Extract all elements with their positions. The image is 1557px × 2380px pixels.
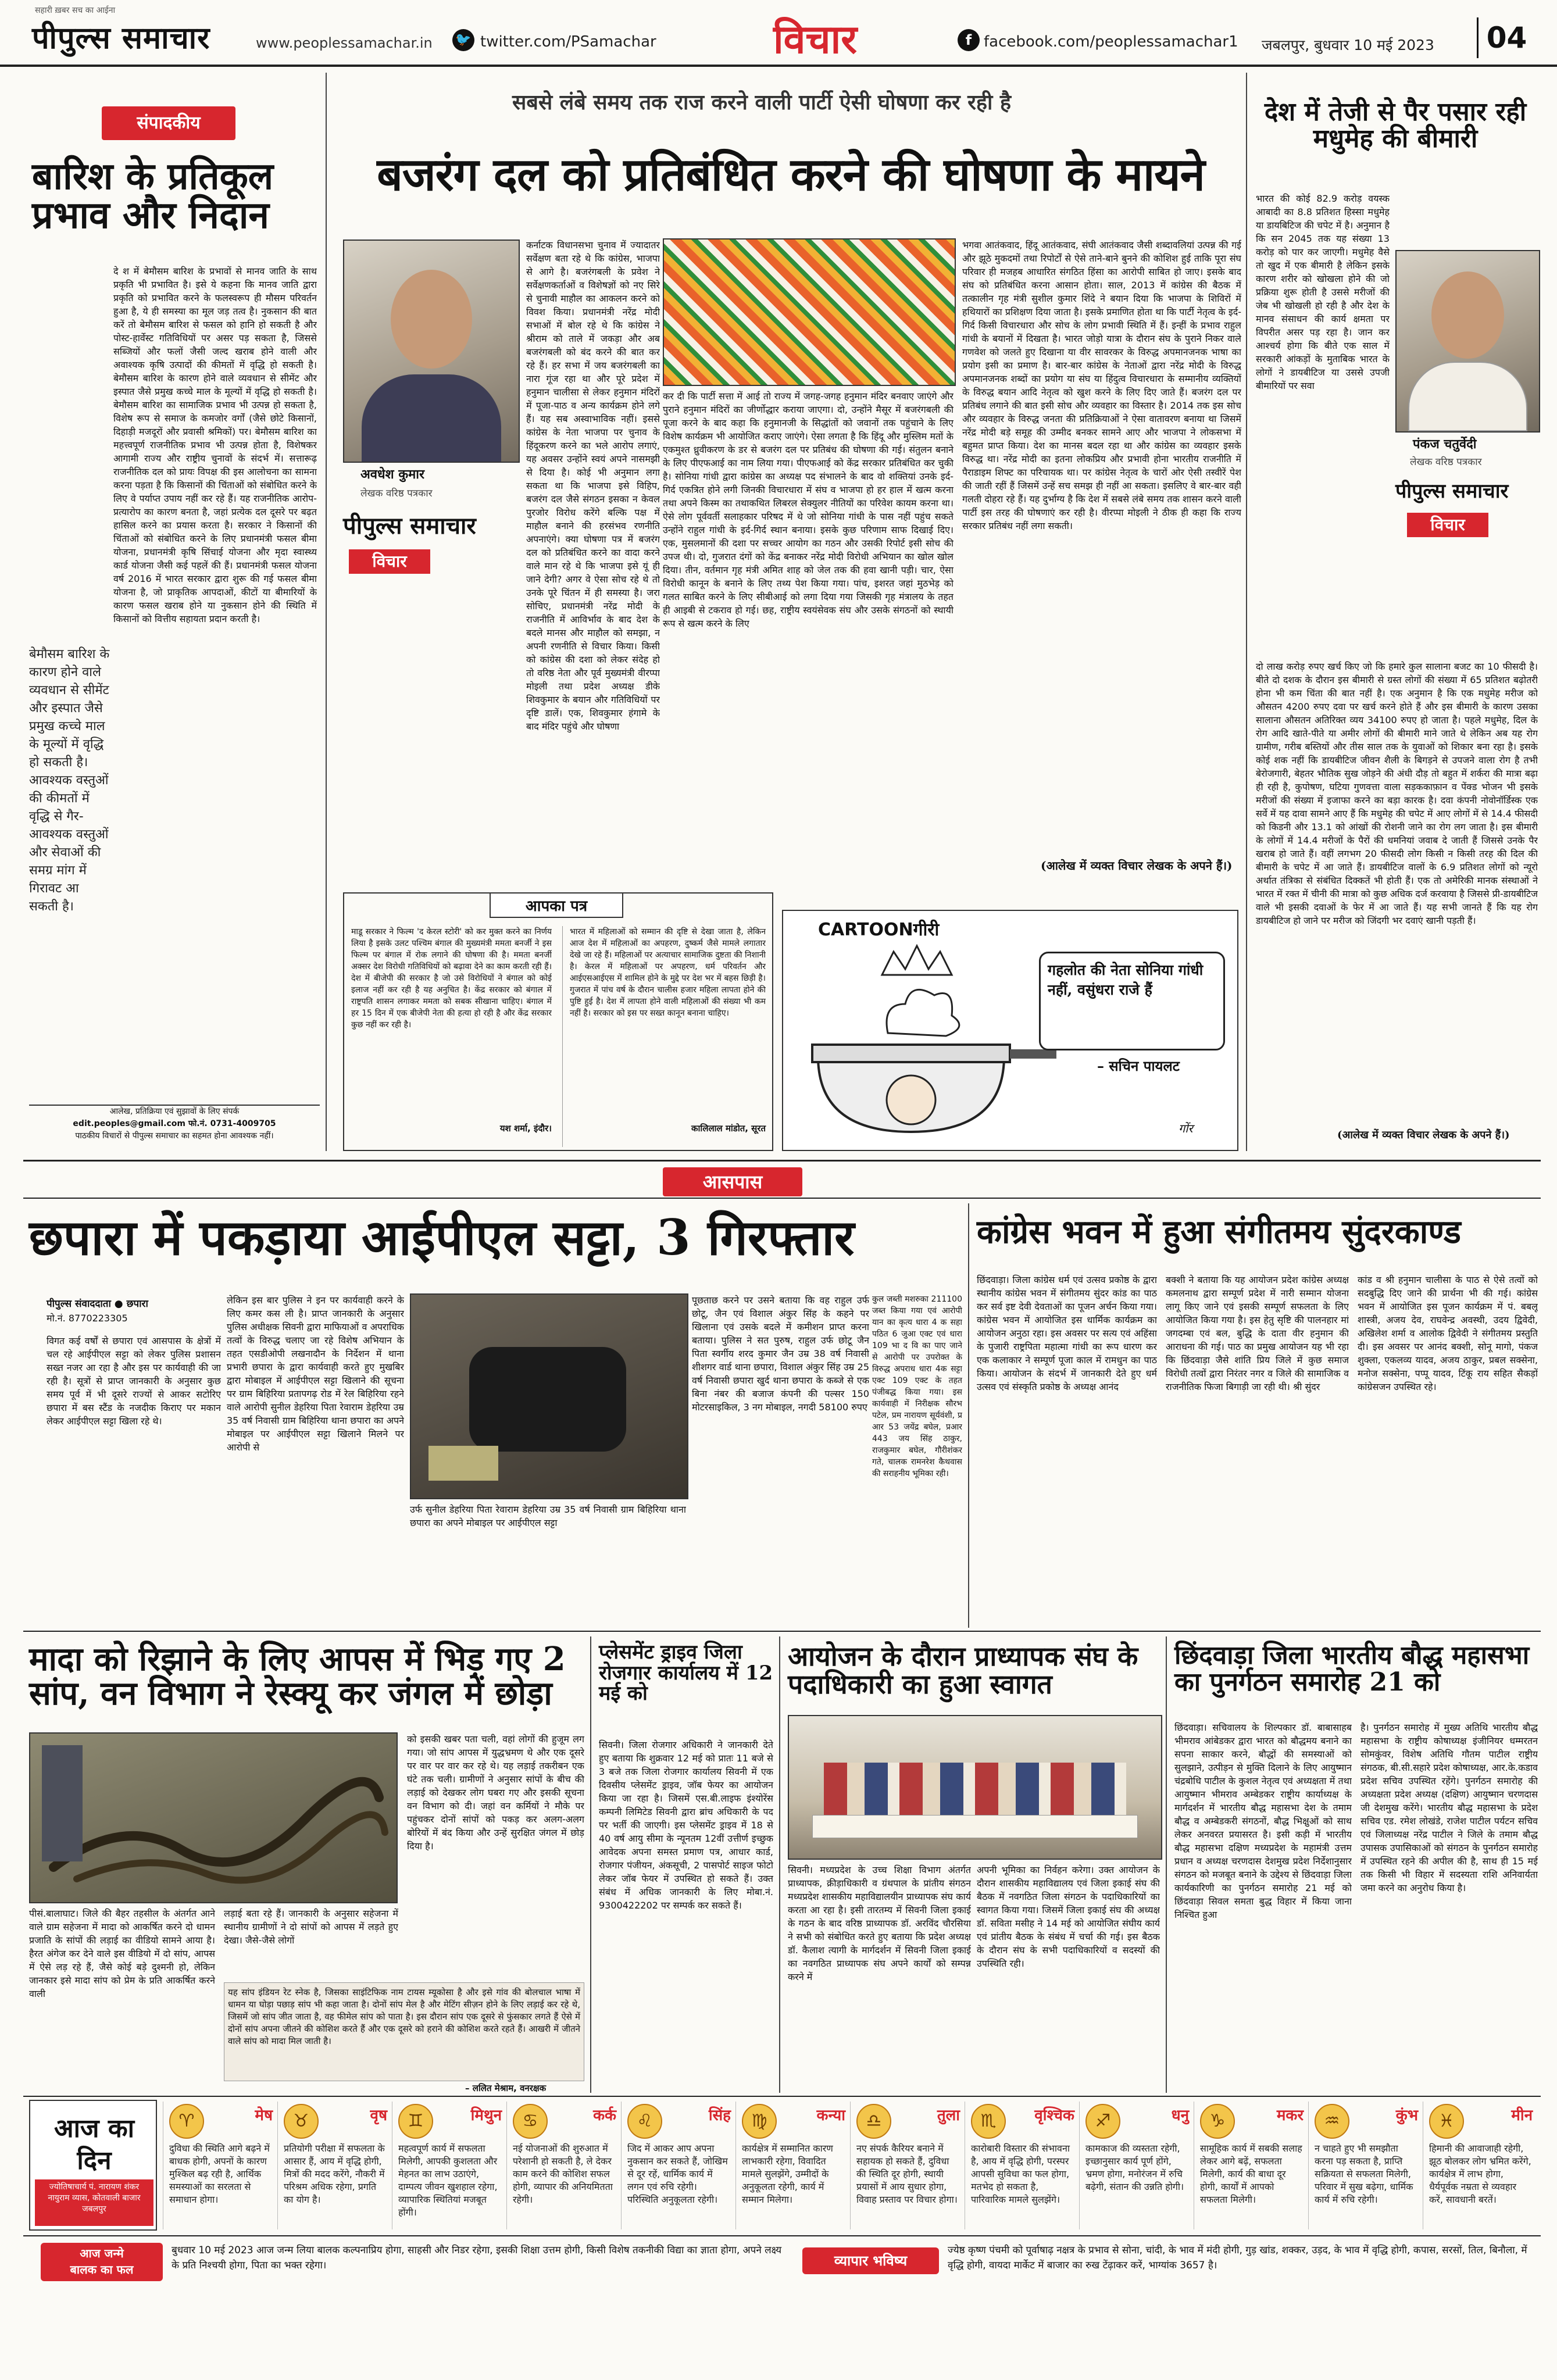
rashifal-title-line-2: दिन bbox=[77, 2146, 112, 2175]
business-text: ज्येष्ठ कृष्ण पंचमी को पूर्वाषाढ़ नक्षत्र के प्रभाव से सोना, चांदी, के भाव में मंदी होगी, गुड़ खांड, शक्कर, उड़द, के भाव में वृद्धि होगी, कपास, सरसों, तिल, बिनौला, में वृद्धि होगी, वायदा मार्केट में बाजार का रुख टेंढ़ाकर करें, भाग्यांक 3657 है। bbox=[948, 2245, 1527, 2271]
editorial-pull-quote: बेमौसम बारिश के कारण होने वाले व्यवधान से सीमेंट और इस्पात जैसे प्रमुख कच्चे माल के मूल्यों में वृद्धि हो सकती है। आवश्यक वस्तुओं की कीमतों में वृद्धि से गैर-आवश्यक वस्तुओं और सेवाओं की समग्र मांग में गिरावट आ सकती है। bbox=[29, 647, 110, 914]
sundarkand-col-3: कांड व श्री हनुमान चालीसा के पाठ से ऐसे तत्वों को सदबुद्धि दिए जाने की प्रार्थना भी की गई। कांग्रेस भवन में आयोजित इस पूजन कार्यक्रम में पं. बबलू शास्त्री, अजय देव, राघवेन्द्र अवस्थी, उदय द्विवेदी, अखिलेश शर्मा व आलोक द्विवेदी ने संगीतमय प्रस्तुति दी। इस अवसर पर आनंद बक्शी, सोनू मागो, पंकज शुक्ला, एकलव्य यादव, अजय ठाकुर, प्रबल सक्सेना, मनोज सक्सेना, पप्पू यादव, टिंकू राय सहित सैकड़ों कांग्रेसजन उपस्थित रहे। bbox=[1358, 1274, 1538, 1392]
diabetes-brand: पीपुल्स समाचार bbox=[1395, 480, 1509, 503]
rashi-text: महत्वपूर्ण कार्य में सफलता मिलेगी, आपकी कुशलता और मेहनत का लाभ उठाएंगे, दाम्पत्य जीवन खुशहाल रहेगा, व्यापारिक स्थितियां मजबूत होंगी। bbox=[398, 2143, 498, 2218]
twitter-icon: 🐦 bbox=[452, 29, 474, 51]
column-divider bbox=[590, 1636, 591, 2093]
person-silhouette bbox=[42, 1745, 83, 1861]
rashi-text: नए संपर्क कैरियर बनाने में सहायक हो सकते हैं, दुविधा की स्थिति दूर होगी, स्थायी प्रयासों में आय सुधार होगा, विवाह प्रस्ताव पर विचार होगा। bbox=[856, 2143, 958, 2205]
sundarkand-col-2: बक्शी ने बताया कि यह आयोजन प्रदेश कांग्रेस अध्यक्ष कमलनाथ द्वारा सम्पूर्ण प्रदेश में नारी सम्मान योजना लागू किए जाने एवं इसकी सम्पूर्ण सफलता के लिए आयोजित किया गया है। इस हेतु सृष्टि की पालनहार मां जगदम्बा एवं बल, बुद्धि के दाता वीर हनुमान की आराधना की गई। पाठ का प्रमुख आयोजन यह भी रहा कि छिंदवाड़ा जैसे शांति प्रिय जिले में कुछ समाज विरोधी तत्वों द्वारा निरंतर नगर व जिले की सामाजिक व राजनीतिक फिजा बिगाड़ी जा रही थी। श्री सुंदर bbox=[1166, 1274, 1349, 1392]
rashi-name: वृष bbox=[370, 2107, 387, 2124]
author-photo bbox=[343, 240, 520, 463]
sundarkand-col-1: छिंदवाड़ा। जिला कांग्रेस धर्म एवं उत्सव प्रकोष्ठ के द्वारा स्थानीय कांग्रेस भवन में संगीतमय सुंदर कांड का पाठ कर सर्व इष्ट देवी देवताओं का पूजन अर्चन किया गया। कांग्रेस भवन में आयोजित इस धार्मिक कार्यक्रम का आयोजन अनुठा रहा। इस अवसर पर सत्य एवं अहिंसा के पुजारी राष्ट्रपिता महात्मा गांधी का रूप धारण कर एक कलाकार ने सम्पूर्ण पूजा काल में रामधुन का पाठ किया। आयोजन के संदर्भ में जानकारी देते हुए धर्म उत्सव एवं संस्कृति प्रकोष्ठ के अध्यक्ष आनंद bbox=[977, 1274, 1157, 1392]
rashi-card bbox=[850, 2102, 965, 2229]
zodiac-glyph-icon: ♌ bbox=[627, 2104, 662, 2139]
meeting-people bbox=[824, 1763, 1126, 1815]
rashifal-astrologer: ज्योतिषाचार्य पं. नारायण शंकर नायुराम व्यास, कोतवाली बाजार जबलपुर bbox=[35, 2179, 153, 2226]
snake-col-1: पीसं.बालाघाट। जिले की बैहर तहसील के अंतर्गत आने वाले ग्राम सहेजना में मादा को आकर्षित करने दो धामन प्रजाति के सांपों की लड़ाई का वीडियो सामने आया है। हैरत अंगेज कर देने वाले इस वीडियो में दो सांप, आपस में ऐसे लड़ रहे हैं, जैसे कोई बड़े दुश्मनी हो, लेकिन जानकार इसे मादा सांप को प्रेम के प्रति आकर्षित करने वाली bbox=[29, 1908, 215, 1999]
diabetes-author-role: लेखक वरिष्ठ पत्रकार bbox=[1410, 456, 1482, 468]
snake-2 bbox=[77, 1814, 385, 1880]
lead-col-1: कर्नाटक विधानसभा चुनाव में ज्यादातर सर्वेक्षण बता रहे थे कि कांग्रेस, भाजपा से आगे है। बजरंगबली के प्रवेश ने सर्वेक्षणकर्ताओं व विशेषज्ञों को नए सिरे से चुनावी माहौल का आकलन करने को विवश किया। प्रधानमंत्री नरेंद्र मोदी सभाओं में बोल रहे थे कि कांग्रेस ने श्रीराम को ताले में जकड़ा और अब बजरंगबली को बंद करने की बात कर रहे हैं। हर सभा में जय बजरंगबली का नारा गूंज रहा था और पूरे प्रदेश में हनुमान चालीसा से लेकर हनुमान मंदिरों में पूजा-पाठ व अन्य कार्यक्रम होने लगे हैं। यह सब अस्वाभाविक नहीं। इससे कांग्रेस के नेता भाजपा पर चुनाव के हिंदूकरण करने का भले आरोप लगाएं, यह अवसर उन्होंने स्वयं अपने नासमझी से दिया है। कोई भी अनुमान लगा सकता था कि भाजपा इसे विहिप, बजरंग दल जैसे संगठन इसका न केवल पुरजोर विरोध करेंगे बल्कि पक्ष में माहौल बनाने की हरसंभव रणनीति अपनाएंगे। क्या घोषणा पत्र में बजरंग दल को प्रतिबंधित करने का वादा करने वाले मान रहे थे कि भाजपा इसे यूं ही जाने देगी? अगर वे ऐसा सोच रहे थे तो उनके पूरे चिंतन में ही समस्या है। जरा सोचिए, प्रधानमंत्री नरेंद्र मोदी के राजनीति में आविर्भाव के बाद देश के बदले मानस और माहौल को समझा, न अपनी रणनीति से विचार किया। किसी को कांग्रेस की दशा को लेकर संदेह हो तो वरिष्ठ नेता और पूर्व मुख्यमंत्री वीरप्पा मोइली तथा प्रदेश अध्यक्ष डीके शिवकुमार के बयान और गतिविधियों पर दृष्टि डालें। एक, शिवकुमार हंगामे के बाद मंदिर पहुंचे और घोषणा bbox=[526, 240, 660, 732]
business-label: व्यापार भविष्य bbox=[802, 2247, 939, 2274]
rashifal-title-line-1: आज का bbox=[53, 2114, 135, 2143]
placement-headline: प्लेसमेंट ड्राइव जिला रोजगार कार्यालय में 12 मई को bbox=[599, 1641, 773, 1706]
rashi-card bbox=[163, 2102, 277, 2229]
rashi-card bbox=[965, 2102, 1079, 2229]
zodiac-glyph-icon: ♏ bbox=[971, 2104, 1006, 2139]
diabetes-author-body bbox=[1408, 362, 1527, 431]
ipl-byline: पीपुल्स संवाददाता ● छपारा bbox=[47, 1298, 148, 1310]
rashi-text: नई योजनाओं की शुरुआत में परेशानी हो सकती है, ले देकर काम करने की कोशिश सफल होगी, व्यापार की अनियमितता रहेगी। bbox=[513, 2143, 613, 2205]
ipl-col-3: पूछताछ करने पर उसने बताया कि वह राहुल उर्फ छोटू, जैन एवं विशाल अंकुर सिंह के कहने पर खिलाना एवं उसके बदले में कमीशन प्राप्त करना बताया। पुलिस ने सत पुरुष, राहुल उर्फ छोटू जैन पिता स्वर्गीय शरद कुमार जैन उम्र 38 वर्ष निवासी शीशगर वार्ड थाना छपारा, विशाल अंकुर सिंह उम्र 25 वर्ष निवासी छपारा खुर्द थाना छपारा के कब्जे से एक बिना नंबर की बजाज कंपनी की पल्सर 150 मोटरसाइकिल, 3 नग मोबाइल, नगदी 58100 रुपए bbox=[692, 1295, 869, 1413]
cartoon-box bbox=[782, 910, 1238, 1151]
rashi-text: कारोबारी विस्तार की संभावना है, आय में वृद्धि होगी, परस्पर आपसी सुविधा का फल होगा, मतभेद हो सकता है, पारिवारिक मामले सुलझेंगे। bbox=[971, 2143, 1070, 2205]
rashi-text: सामूहिक कार्य में सबकी सलाह लेकर आगे बढ़ें, सफलता मिलेगी, कार्य की बाधा दूर होगी, कार्यों में आपको सफलता मिलेगी। bbox=[1200, 2143, 1302, 2205]
masthead bbox=[0, 0, 1557, 67]
rashi-name: सिंह bbox=[708, 2107, 731, 2124]
author-role: लेखक वरिष्ठ पत्रकार bbox=[360, 488, 433, 499]
diabetes-body: दो लाख करोड़ रुपए खर्च किए जो कि हमारे कुल सालाना बजट का 10 फीसदी है। बीते दो दशक के दौरान इस बीमारी से ग्रस्त लोगों की संख्या में 65 प्रतिशत बढ़ोतरी होना भी कम चिंता की बात नहीं है। एक अनुमान है कि एक मधुमेह मरीज को औसतन 4200 रुपए दवा पर खर्च करने होते हैं और इस बीमारी के कारण उसका सालाना औसतन अतिरिक्त व्यय 34100 रुपए हो जाता है। पहले मधुमेह, दिल के रोग आदि खाते-पीते या अमीर लोगों की बीमारी माने जाते थे लेकिन अब यह रोग ग्रामीण, गरीब बस्तियों और तीस साल तक के युवाओं को शिकार बना रहा है। इसके कोई शक नहीं कि डायबीटिज जीवन शैली के बिगड़ने से उपजने वाला रोग है तभी बेरोजगारी, बेहतर भौतिक सुख जोड़ने की अंधी दौड़ तो बहुत में शर्करा की मात्रा बढ़ा ही रही है, कुपोषण, घटिया गुणवत्ता वाला सड़ककाफ़ान व पेंक्ड भोजन भी इसके मरीजों की संख्या में इजाफा करने का बड़ा कारक है। दवा कंपनी नोवोनॉर्डिस्क एक सर्वे में यह दावा सामने आए हैं कि मधुमेह की चपेट में आए लोगों में से 14.4 फीसदी को किडनी और 13.1 को आंखों की रोशनी जाने का रोग लग जाता है। इस बीमारी के लोगों में 14.4 मरीजों के पैरों की धमनियां जवाब दे जाती हैं जिससे उनके पैर खराब हो जाते हैं। वहीं लगभग 20 फीसदी लोग किसी न किसी तरह की दिल की बीमारी के चपेट में आ जाते हैं। डायबीटिज वालों के 6.9 प्रतिशत लोगों को न्यूरो अर्थात तंत्रिका से संबंधित दिक्कतें भी होती हैं। एक तो अमेरिकी मानक संस्थाओं ने भारत में रक्त में चीनी की मात्रा को कुछ अधिक दर्ज करवाया है जिससे प्री-डायबीटिज वाले भी इसकी दवाओं के फेर में आ जाते हैं। यह सभी जानते हैं कि यह रोग डायबीटिज हो जाने पर मरीज को जिंदगी भर दवाएं खानी पड़ती हैं। bbox=[1256, 661, 1538, 926]
zodiac-glyph-icon: ♒ bbox=[1315, 2104, 1349, 2139]
column-divider bbox=[968, 1203, 969, 1628]
cartoon-bubble-text: गहलोत की नेता सोनिया गांधी नहीं, वसुंधरा राजे हैं bbox=[1048, 962, 1204, 998]
sangh-col-1: सिवनी। मध्यप्रदेश के उच्च शिक्षा विभाग अंतर्गत प्राध्यापक, क्रीड़ाधिकारी व ग्रंथपाल के प्रांतीय संगठन मध्यप्रदेश शासकीय महाविद्यालयीन प्राध्यापक संघ कार्य करता आ रहा है। इसी तारतम्य में सिवनी जिला इकाई के गठन के बाद वरिष्ठ प्राध्यापक डॉ. अरविंद चौरसिया ने सभी को संबोधित करते हुए बताया कि प्रदेश अध्यक्ष डॉ. कैलाश त्यागी के मार्गदर्शन में सिवनी जिला इकाई का नवगठित प्राध्यापक संघ अपने कार्यों को सम्पन्न करने में bbox=[788, 1864, 971, 1982]
ipl-photo-caption: उर्फ सुनील डेहरिया पिता रेवाराम डेहरिया उम्र 35 वर्ष निवासी ग्राम बिहिरिया थाना छपारा का अपने मोबाइल पर आईपीएल सट्टा bbox=[410, 1504, 686, 1528]
footer-contact-email[interactable]: edit.peoples@gmail.com फो.नं. 0731-4009705 bbox=[73, 1119, 276, 1128]
column-divider bbox=[1246, 73, 1247, 1151]
zodiac-glyph-icon: ♊ bbox=[398, 2104, 433, 2139]
paper-logo[interactable]: पीपुल्स समाचार bbox=[32, 20, 210, 56]
diabetes-author-name: पंकज चतुर्वेदी bbox=[1413, 437, 1477, 452]
footer-disclaimer: पाठकीय विचारों से पीपुल्स समाचार का सहमत होना आवश्यक नहीं। bbox=[75, 1131, 274, 1141]
section-divider bbox=[23, 2096, 1541, 2097]
column-divider bbox=[326, 73, 327, 1151]
author-name: अवधेश कुमार bbox=[360, 467, 424, 482]
cooker-face bbox=[887, 1075, 935, 1124]
lead-brand: पीपुल्स समाचार bbox=[343, 512, 476, 539]
editorial-body: दे श में बेमौसम बारिश के प्रभावों से मानव जाति के साथ प्रकृति भी प्रभावित है। इसे ये कहना कि मानव जाति द्वारा प्रकृति को प्रभावित करने के फलस्वरूप ही मौसम परिवर्तन हुआ है, ये ही समस्या का मूल जड़ तत्व है। नुकसान की बात करें तो बेमौसम बारिश से फसल को हानि हो सकती है और पोस्ट-हार्वेस्ट गतिविधियों पर असर पड़ सकता है, जिससे सब्जियों और फलों जैसी जल्द खराब होने वाली और अवाश्यक कृषि उत्पादों की कीमतों में वृद्धि हो सकती है। बेमौसम बारिश के कारण होने वाले व्यवधान से सीमेंट और इस्पात जैसे प्रमुख कच्चे माल के मूल्यों में वृद्धि हो सकती है। बेमौसम बारिश का सामाजिक प्रभाव भी उत्पन्न हो सकता है, विशेष रूप से समाज के कमजोर वर्गों (जैसे छोटे किसानों, दिहाड़ी मजदूरों और प्रवासी श्रमिकों) पर। बेमौसम बारिश का महत्त्वपूर्ण राजनीतिक प्रभाव भी उत्पन्न होता है, विशेषकर आगामी राज्य और राष्ट्रीय चुनावों के संदर्भ में। सत्तारूढ़ राजनीतिक दल को प्रायः विपक्ष की इस आलोचना का सामना करना पड़ता है कि किसानों की चिंताओं को संबोधित करने के लिए वे पर्याप्त उपाय नहीं कर रहे हैं। यह राजनीतिक आरोप-प्रत्यारोप का कारण बनता है, जहां प्रत्येक दल दूसरे पर बढ़त हासिल करने का प्रयास करता है। सरकार ने किसानों की चिंताओं को संबोधित करने के लिए प्रधानमंत्री फसल बीमा योजना, प्रधानमंत्री कृषि सिंचाई योजना और मृदा स्वास्थ्य कार्ड योजना जैसी कई पहलें की हैं। प्रधानमंत्री फसल योजना वर्ष 2016 में भारत सरकार द्वारा शुरू की गई फसल बीमा योजना है, जो प्राकृतिक आपदाओं, कीटों या बीमारियों के कारण फसल खराब होने या नुकसान होने की स्थिति में किसानों को वित्तीय सहायता प्रदान करती है। bbox=[113, 266, 317, 624]
rashi-name: तुला bbox=[937, 2107, 960, 2124]
seized-cash bbox=[428, 1446, 498, 1481]
dateline: जबलपुर, बुधवार 10 मई 2023 bbox=[1262, 37, 1434, 53]
diabetes-author-photo bbox=[1395, 250, 1540, 433]
birthday-label bbox=[41, 2243, 163, 2281]
rashi-card bbox=[735, 2102, 850, 2229]
rashi-card bbox=[1194, 2102, 1308, 2229]
rashi-text: प्रतियोगी परीक्षा में सफलता के आसार हैं, आय में वृद्धि होगी, मित्रों की मदद करेंगे, नौकरी में परिश्रम अधिक रहेगा, प्रगति का योग है। bbox=[284, 2143, 385, 2205]
cartoon-speaker: – सचिन पायलट bbox=[1097, 1057, 1180, 1074]
bauddh-col-2: है। पुनर्गठन समारोह में मुख्य अतिथि भारतीय बौद्ध महासभा के राष्ट्रीय कोषाध्यक्ष इंजीनियर धम्मरतन सोमकुंवर, विशेष अतिथि गौतम पाटील राष्ट्रीय संगठक, बी.सी.सहारे प्रदेश कोषाध्यक्ष, आर.के.कडाव प्रदेश सचिव उपस्थित रहेंगे। पुनर्गठन समारोह की अध्यक्षता प्रदेश अध्यक्ष (दक्षिण) आयुष्मान चरणदास जी देशमुख करेंगे। भारतीय बौद्ध महासभा के प्रदेश सचिव एड. रमेश लोखंडे, राजेश पाटील पर्यटन सचिव एवं जिलाध्यक्ष नरेंद्र पाटील ने जिले के तमाम बौद्ध उपासक उपासिकाओं को संगठन के पुनर्गठन समारोह में उपस्थित रहने की अपील की है, साथ ही 15 मई तक किसी भी विहार में सदस्यता राशि अनिवार्यता जमा करने का अनुरोध किया है। bbox=[1360, 1722, 1538, 1893]
snake-col-3: को इसकी खबर पता चली, वहां लोगों की हुजूम लग गया। जो सांप आपस में युद्धभ्रमण थे और एक दूसरे पर वार पर वार कर रहे थे। यह लड़ाई तकरीबन एक घंटे तक चली। ग्रामीणों ने अनुसार सांपों के बीच की लड़ाई को देखकर लोग घबरा गए और इसकी सूचना वन विभाग को दी। जहां वन कर्मियों ने मौके पर पहुंचकर दोनों सांपों को पकड़ कर अलग-अलग बोरियों में बंद किया और उन्हें सुरक्षित जंगल में छोड़ दिया है। bbox=[407, 1734, 584, 1852]
sangh-col-2: अपनी भूमिका का निर्वहन करेगा। उक्त आयोजन के दौरान शासकीय महाविद्यालय एवं जिला इकाई संघ की बैठक में नवगठित जिला संगठन के पदाधिकारियों का स्वागत किया गया। जिसमें जिला इकाई संघ की अध्यक्ष डॉ. सविता मसीह ने 14 मई को आयोजित संघीय कार्य एवं प्रांतीय बैठक के संबंध में चर्चा की गई। इस बैठक के दौरान संघ के सभी पदाधिकारियों व सदस्यों की उपस्थिति रही। bbox=[977, 1864, 1160, 1969]
birthday-label-line-1: आज जन्मे bbox=[80, 2246, 124, 2260]
rashi-card bbox=[506, 2102, 621, 2229]
letters-box bbox=[343, 892, 773, 1151]
birthday-label-line-2: बालक का फल bbox=[70, 2263, 134, 2277]
diabetes-author-face bbox=[1431, 271, 1504, 359]
facebook-link[interactable]: facebook.com/peoplessamachar1 bbox=[984, 33, 1238, 51]
birthday-text: बुधवार 10 मई 2023 आज जन्म लिया बालक कल्पनाप्रिय होगा, साहसी और निडर रहेगा, इसकी शिक्षा उत्तम होगी, किसी विशेष तकनीकी विद्या का ज्ञाता होगा, अपने लक्ष्य के प्रति निश्चयी होगा, पिता का भक्त रहेगा। bbox=[172, 2245, 782, 2271]
rashi-text: जिद में आकर आप अपना नुकसान कर सकते हैं, जोखिम से दूर रहें, धार्मिक कार्य में लगन एवं रुचि रहेगी। परिस्थिति अनुकूलता रहेगी। bbox=[627, 2143, 728, 2205]
diabetes-headline: देश में तेजी से पैर पसार रही मधुमेह की बीमारी bbox=[1264, 97, 1527, 154]
rashi-card bbox=[1423, 2102, 1537, 2229]
ipl-col-4: कुल जब्ती मशरुका 211100 जब्त किया गया एवं आरोपी यान का कृत्य धारा 4 क सहा पठित 6 जुआ एक्ट एवं धारा 109 भा द वि का पाए जाने से आरोपी पर उपरोक्त के विरुद्ध अपराध धारा 4क सट्टा एक्ट 109 एक्ट के तहत पंजीबद्ध किया गया। इस कार्यवाही में निरीक्षक सौरभ पटेल, प्रम नारायण सूर्यवंशी, प्र आर 53 जयेंद्र बघेल, प्रआर 443 जय सिंह ठाकुर, राजकुमार बघेल, गौरीशंकर गते, चालक रामनरेश कैथवास की सराहनीय भूमिका रही। bbox=[872, 1295, 962, 1478]
zodiac-glyph-icon: ♈ bbox=[169, 2104, 204, 2139]
rashi-name: मकर bbox=[1276, 2107, 1304, 2124]
rashi-text: हिमानी की आवाजाही रहेगी, झूठ बोलकर लोग भ्रमित करेंगे, कार्यक्षेत्र में लाभ होगा, धैर्यपूर्वक नम्रता से व्यवहार करें, सावधानी बरतें। bbox=[1429, 2143, 1531, 2205]
aaspaas-rule bbox=[23, 1198, 1541, 1199]
ipl-seized-items-photo bbox=[410, 1293, 688, 1499]
editorial-footer bbox=[29, 1105, 320, 1143]
diabetes-intro: भारत की कोई 82.9 करोड़ वयस्क आबादी का 8.8 प्रतिशत हिस्सा मधुमेह या डायबिटिज की चपेट में है। अनुमान है कि सन 2045 तक यह संख्या 13 करोड़ को पार कर जाएगी। मधुमेह वैसे तो खुद में एक बीमारी है लेकिन इसके कारण शरीर को खोखला होने की जो प्रक्रिया शुरू होती है उससे मरीजों की जेब भी खोखली हो रही है और देश के मानव संसाधन की कार्य क्षमता पर विपरीत असर पड़ रहा है। जान कर आश्चर्य होगा कि बीते एक साल में सरकारी आंकड़ों के मुताबिक भारत के लोगों ने डायबीटिज या उससे उपजी बीमारियों पर सवा bbox=[1256, 193, 1390, 391]
snake-drawing bbox=[30, 1734, 397, 1902]
snake-photo bbox=[29, 1732, 398, 1903]
rashi-name: धनु bbox=[1171, 2107, 1189, 2124]
letter-2-sender: कालिलाल मांडोत, सूरत bbox=[691, 1123, 766, 1134]
rashifal-title-box bbox=[29, 2100, 157, 2231]
zodiac-glyph-icon: ♐ bbox=[1085, 2104, 1120, 2139]
section-divider bbox=[23, 1631, 1541, 1632]
author-face bbox=[391, 270, 472, 369]
column-divider bbox=[1166, 1636, 1167, 2093]
rashi-name: कुंभ bbox=[1395, 2107, 1418, 2124]
lead-footnote: (आलेख में व्यक्त विचार लेखक के अपने हैं।) bbox=[1041, 859, 1233, 873]
ipl-headline: छपारा में पकड़ाया आईपीएल सट्टा, 3 गिरफ्तार bbox=[29, 1209, 855, 1266]
rashi-name: कन्या bbox=[816, 2107, 845, 2124]
ipl-col-2: लेकिन इस बार पुलिस ने इन पर कार्यवाही करने के लिए कमर कस ली है। प्राप्त जानकारी के अनुसार पुलिस अधीक्षक सिवनी द्वारा माफियाओं व अपराधिक तत्वों के विरुद्ध चलाए जा रहे विशेष अभियान के तहत एसडीओपी लखनादौन के निर्देशन में थाना प्रभारी छपारा के द्वारा कार्यवाही करते हुए मुखबिर द्वारा मोबाइल में आईपीएल सट्टा खिलाने की सूचना पर ग्राम बिहिरिया प्रतापगढ़ रोड में रेल बिहिरिया रहने वाले आरोपी सुनील डेहरिया पिता रेवाराम डेहरिया उम्र 35 वर्ष निवासी ग्राम बिहिरिया थाना छपारा का अपने मोबाइल पर आईपीएल सट्टा खिलाने मिलने पर आरोपी से bbox=[227, 1295, 404, 1453]
rashi-card bbox=[392, 2102, 506, 2229]
facebook-icon: f bbox=[958, 29, 980, 51]
pressure-cooker-handle bbox=[1010, 1049, 1056, 1059]
rashi-text: कामकाज की व्यस्तता रहेगी, इच्छानुसार कार्य पूर्ण होंगे, भ्रमण होगा, मनोरंजन में रुचि बढ़ेगी, संतान की उन्नति होगी। bbox=[1085, 2143, 1184, 2192]
bauddh-headline: छिंदवाड़ा जिला भारतीय बौद्ध महासभा का पुनर्गठन समारोह 21 को bbox=[1174, 1641, 1530, 1698]
rashi-card bbox=[621, 2102, 735, 2229]
column-divider bbox=[779, 1636, 780, 2093]
letter-2-body: भारत में महिलाओं को सम्मान की दृष्टि से देखा जाता है, लेकिन आज देश में महिलाओं का अपहरण, दुष्कर्म जैसे मामले लगातार देखे जा रहे हैं। महिलाओं पर अत्याचार सामाजिक दुष्टता की निशानी है। केरल में महिलाओं पर अपहरण, धर्म परिवर्तन और आईएसआईएस में शामिल होने के मुद्दे पर देश भर में बहस छिड़ी है। गुजरात में पांच वर्ष के दौरान चालीस हजार महिला लापता होने की पुष्टि हुई है। देश में लापता होने वाली महिलाओं की संख्या भी कम नहीं है। सरकार को इस पर सख्त कानून बनाना चाहिए। bbox=[570, 927, 766, 1018]
rashi-name: वृश्चिक bbox=[1034, 2107, 1074, 2124]
lead-headline: बजरंग दल को प्रतिबंधित करने की घोषणा के मायने bbox=[377, 148, 1205, 201]
rashi-name: कर्क bbox=[593, 2107, 616, 2124]
lead-brand-section: विचार bbox=[349, 549, 430, 574]
sundarkand-headline: कांग्रेस भवन में हुआ संगीतमय सुंदरकाण्ड bbox=[977, 1213, 1461, 1251]
cartoon-signature: गोंर bbox=[1179, 1121, 1193, 1135]
ipl-col-1: विगत कई वर्षों से छपारा एवं आसपास के क्षेत्रों में चल रहे आईपीएल सट्टा को लेकर पुलिस प्रशासन सख्त नजर आ रहा है और इस पर कार्यवाही की जा रही है। सूत्रों से प्राप्त जानकारी के अनुसार कुछ समय पूर्व में भी दूसरे राज्यों से आकर सटोरिए छपारा में बस स्टैंड के नजदीक किराए पर मकान लेकर आईपीएल सट्टा खिला रहे थे। bbox=[47, 1335, 221, 1427]
snake-1 bbox=[53, 1782, 379, 1867]
sangh-meeting-photo bbox=[788, 1715, 1162, 1860]
snake-info-box: यह सांप इंडियन रेट स्नेक है, जिसका साइंटिफिक नाम टायस म्यूकोसा है और इसे गांव की बोलचाल भाषा में धामन या घोड़ा पछाड़ सांप भी कहा जाता है। दोनों सांप मेल है और मेटिंग सीज़न होने के लिए लड़ाई कर रहे थे, जिसमें जो सांप जीत जाता है, वह फीमेल सांप को पाता है। इस दौरान सांप एक दूसरे से फुंसकार लगते हैं ऐसे में दोनों सांप अपना जीतने की कोशिश करते हैं और एक दूसरे को हराने की कोशिश करते रहते हैं। आखरी में जीतने वाले सांप को मादा मिल जाती है। bbox=[224, 1982, 584, 2081]
ipl-mobile: मो.नं. 8770223305 bbox=[47, 1313, 128, 1324]
zodiac-glyph-icon: ♑ bbox=[1200, 2104, 1235, 2139]
footer-divider bbox=[23, 2235, 1541, 2236]
motorcycle-shape bbox=[469, 1347, 626, 1452]
twitter-link[interactable]: twitter.com/PSamachar bbox=[480, 33, 656, 51]
section-title: विचार bbox=[773, 16, 858, 63]
letter-2 bbox=[562, 926, 766, 1147]
editorial-label: संपादकीय bbox=[102, 106, 235, 140]
rally-photo bbox=[663, 238, 956, 386]
cartoon-bubble bbox=[1039, 952, 1225, 1050]
website-link[interactable]: www.peoplessamachar.in bbox=[256, 35, 433, 51]
snake-credit: – ललित मेश्राम, वनरक्षक bbox=[465, 2083, 547, 2093]
pressure-cooker-lid bbox=[812, 1045, 1010, 1062]
sangh-headline: आयोजन के दौरान प्राध्यापक संघ के पदाधिकारी का हुआ स्वागत bbox=[788, 1641, 1138, 1700]
cartoon-drawing bbox=[795, 940, 1062, 1143]
letter-1-body: माडू सरकार ने फिल्म 'द केरल स्टोरी' को कर मुक्त करने का निर्णय लिया है इसके उलट पश्चिम बंगाल की मुख्यमंत्री ममता बनर्जी ने इस फिल्म पर बंगाल में रोक लगाने की घोषणा की है। ममता बनर्जी अक्सर देश विरोधी गतिविधियों को बढ़ावा देने का काम करती रही हैं। देश में बीजेपी की सरकार है जो उसे विरोधियों ने बंगाल को कोई इलाज नहीं कर रही है यह अनुचित है। केंद्र सरकार को बंगाल में राष्ट्रपति शासन लगाकर ममता को सबक सीखाना चाहिए। बंगाल में हर 15 दिन में एक बीजेपी नेता की हत्या हो रही है और केंद्र सरकार कुछ नहीं कर रही है। bbox=[351, 927, 552, 1030]
zodiac-glyph-icon: ♉ bbox=[284, 2104, 319, 2139]
letters-title: आपका पत्र bbox=[490, 892, 623, 918]
paper-tagline: सहारी ख़बर सच का आईना bbox=[35, 6, 116, 15]
lead-col-3: भगवा आतंकवाद, हिंदू आतंकवाद, संघी आतंकवाद जैसी शब्दावलियां उत्पन्न की गई और झूठे मुकदमों तथा रिपोर्टों से ऐसे ताने-बाने बुनने की कोशिश हुई ताकि पूरा संघ परिवार ही मजहब आधारित संगठित हिंसा का आरोपी साबित हो जाए। इसके बाद संघ को प्रतिबंधित करना आसान होता। साल, 2013 में कांग्रेस की बैठक में तत्कालीन गृह मंत्री सुशील कुमार शिंदे ने बयान दिया कि भाजपा के शिविरों में हथियारों का प्रशिक्षण दिया जाता है। इसके प्रमाणित होता था कि पार्टी नेतृत्व के इर्द-गिर्द किसी विचारधारा और सोच के लोग प्रभावी स्थिति में हैं। इन्हीं के प्रभाव राहुल गांधी के बयानों में दिखता है। भारत जोड़ो यात्रा के दौरान संघ के पुराने निकर वाले गणवेश को जलते हुए दिखाना या वीर सावरकर के विरुद्ध अपमानजनक भाषा का प्रयोग इसी का प्रमाण है। बार-बार कांग्रेस के नेताओं द्वारा नरेंद्र मोदी के विरुद्ध अपमानजनक शब्दों का प्रयोग या संघ या हिंदुत्व विचारधारा के सम्मानीय व्यक्तियों के विरुद्ध बयान आदि नेतृत्व को खुश करने के लिए दिए जाते हैं। बजरंग दल पर प्रतिबंध लगाने की बात इसी सोच और व्यवहार का विस्तार है। 2014 तक इस सोच और व्यवहार के विरुद्ध जनता की प्रतिक्रियाओं ने ऐसा वातावरण बनाया था जिसमें नरेंद्र मोदी बड़े समूह की उम्मीद बनकर सामने आए और भाजपा ने लोकसभा में बहुमत प्राप्त किया। देश का मानस बदल रहा था और कांग्रेस का व्यवहार इसके विरुद्ध था। नरेंद्र मोदी का इतना लोकप्रिय और प्रभावी होना भारतीय राजनीति में पैराडाइम शिफ्ट का परिचायक था। पर कांग्रेस नेतृत्व के चारों ओर ऐसी तस्वीरें पेश की जाती रहीं हैं जिसमें उन्हें सच समझ ही नहीं आ सकता। इसलिए वे बार-बार वही गलती दोहरा रहे हैं। यह दुर्भाग्य है कि देश में सबसे लंबे समय तक शासन करने वाली पार्टी इस तरह की घोषणाएं कर रही है। वीरप्पा मोइली ने ठीक ही कहा कि राज्य सरकार प्रतिबंध नहीं लगा सकती। bbox=[962, 240, 1241, 531]
aaspaas-label: आसपास bbox=[663, 1167, 802, 1196]
rashi-card bbox=[277, 2102, 392, 2229]
footer-contact-label: आलेख, प्रतिक्रिया एवं सुझावों के लिए संपर्क bbox=[109, 1107, 240, 1116]
steam-cloud bbox=[887, 989, 959, 1036]
cartoon-title: CARTOONगीरी bbox=[818, 920, 940, 940]
zodiac-glyph-icon: ♎ bbox=[856, 2104, 891, 2139]
lead-kicker: सबसे लंबे समय तक राज करने वाली पार्टी ऐसी घोषणा कर रही है bbox=[512, 90, 1011, 115]
lead-col-2: कर दी कि पार्टी सत्ता में आई तो राज्य में जगह-जगह हनुमान मंदिर बनवाए जाएंगे और पुराने हनुमान मंदिरों का जीर्णोद्धार कराया जाएगा। दो, उन्होंने मैसूर में बजरंगबली की पूजा करने के बाद कहा कि हनुमानजी के सिद्धांतों को जवानों तक पहुंचाने के लिए विशेष कार्यक्रम भी आयोजित कराए जाएंगे। ऐसा लगता है कि हिंदू और मुस्लिम मतों के एकमुश्त ध्रुवीकरण के डर से बजरंग दल पर प्रतिबंध की घोषणा की गई। संतुलन बनाने के लिए पीएफआई का नाम लिया गया। पीएफआई को केंद्र सरकार प्रतिबंधित कर चुकी है। सोनिया गांधी द्वारा कांग्रेस का अध्यक्ष पद संभालने के बाद वो शक्तियां उनके इर्द-गिर्द एकत्रित होने लगी जिनकी विचारधारा में संघ व भाजपा हो हर हाल में खत्म करना तथा अपने किस्म का तथाकथित लिबरल सेक्युलर नीतियों का परिवेश कायम करना था। ऐसे लोग पूर्ववर्ती सलाहकार परिषद में थे जो सोनिया गांधी के पास नहीं पहुंच सकते उन्होंने राहुल गांधी के इर्द-गिर्द स्थान बनाया। इसके कुछ परिणाम साफ दिखाई दिए। एक, मुसलमानों की दशा पर सच्चर आयोग का गठन और उसकी रिपोर्ट इसी सोच की उपज थी। दो, गुजरात दंगों को केंद्र बनाकर नरेंद्र मोदी विरोधी अभियान का खोल खोल दिया। तीन, वर्तमान गृह मंत्री अमित शाह को जेल तक की हवा खानी पड़ी। चार, ऐसा विरोधी कानून के बनाने के लिए तथ्य पेश किया गया। पांच, इशरत जहां मुठभेड़ को गलत साबित करने के लिए सीबीआई को लगा दिया गया जिसकी गृह मंत्रालय के तहत ही आइबी से टकराव हो गई। छह, राष्ट्रीय स्वयंसेवक संघ और उसके संगठनों को स्थायी रूप से खत्म करने के लिए bbox=[663, 391, 954, 629]
bauddh-col-1: छिंदवाड़ा। सचिवालय के शिल्पकार डॉ. बाबासाहब भीमराव आंबेडकर द्वारा भारत को बौद्धमय बनाने का सपना साकार करने, बौद्धों की समस्याओं को सुलझाने, उत्पीड़न से मुक्ति दिलाने के लिए आयुष्मान चंद्रबोधि पाटील के कुशल नेतृत्व एवं अध्यक्षता में तथा आयुष्मान भीमराव अम्बेडकर राष्ट्रीय कार्याध्यक्ष के मार्गदर्शन में भारतीय बौद्ध महासभा देश के तमाम बौद्ध व अम्बेडकरी संगठनों, बौद्ध भिक्षुओं को साथ लेकर अनवरत प्रयासरत है। इसी कड़ी में भारतीय बौद्ध महासभा दक्षिण मध्यप्रदेश के महामंत्री उत्तम प्रधान व अध्यक्ष चरणदास देशमुख प्रदेश निर्देशानुसार संगठन को मजबूत बनाने के उद्देश्य से छिंदवाड़ा जिला कार्यकारिणी का पुनर्गठन समारोह 21 मई को छिंदवाड़ा सिवल समता बुद्ध विहार में किया जाना निश्चित हुआ bbox=[1174, 1722, 1352, 1920]
rashi-card bbox=[1308, 2102, 1423, 2229]
diabetes-brand-section: विचार bbox=[1407, 513, 1488, 537]
snake-col-2: लड़ाई बता रहे हैं। जानकारी के अनुसार सहेजना में स्थानीय ग्रामीणों ने दो सांपों को आपस में लड़ते हुए देखा। जैसे-जैसे लोगों bbox=[224, 1908, 398, 1946]
meeting-table bbox=[812, 1815, 1138, 1838]
zodiac-glyph-icon: ♋ bbox=[513, 2104, 548, 2139]
letter-1-sender: यश शर्मा, इंदौर। bbox=[499, 1123, 552, 1134]
zodiac-glyph-icon: ♍ bbox=[742, 2104, 777, 2139]
rashi-text: दुविधा की स्थिति आगे बढ़ने में बाधक होगी, अपनों के कारण मुश्किल बढ़ रही है, आर्थिक समस्याओं का सरलता से समाधान होगा। bbox=[169, 2143, 270, 2205]
rashi-text: न चाहते हुए भी समझौता करना पड़ सकता है, प्राप्ति सक्रियता से सफलता मिलेगी, परिवार में सुख बढ़ेगा, धार्मिक कार्य में रुचि रहेगी। bbox=[1315, 2143, 1413, 2205]
zodiac-glyph-icon: ♓ bbox=[1429, 2104, 1464, 2139]
rashi-text: कार्यक्षेत्र में सम्मानित कारण लाभकारी रहेगा, विवादित मामले सुलझेंगे, उम्मीदों के अनुकूलता रहेगी, कार्य में सम्मान मिलेगा। bbox=[742, 2143, 833, 2205]
section-divider bbox=[23, 1160, 1541, 1162]
rashi-name: मेष bbox=[255, 2107, 273, 2124]
placement-body: सिवनी। जिला रोजगार अधिकारी ने जानकारी देते हुए बताया कि शुक्रवार 12 मई को प्रातः 11 बजे से 3 बजे तक जिला रोजगार कार्यालय सिवनी में एक दिवसीय प्लेसमेंट ड्राइव, जॉब फेयर का आयोजन किया जा रहा है। जिसमें एस.बी.लाइफ इंश्योरेंस कम्पनी लिमिटेड सिवनी द्वारा ब्रांच अधिकारी के पद पर भर्ती की जाएगी। इस प्लेसमेंट ड्राइव में 18 से 40 वर्ष आयु सीमा के न्यूनतम 12वीं उत्तीर्ण इच्छुक आवेदक अपना समस्त प्रमाण पत्र, आधार कार्ड, रोजगार पंजीयन, अंकसूची, 2 पासपोर्ट साइज फोटो लेकर जॉब फेयर में उपस्थित हो सकते हैं। उक्त संबंध में अधिक जानकारी के लिए मोबा.नं. 9300422202 पर सम्पर्क कर सकते हैं। bbox=[599, 1739, 773, 1911]
editorial-title: बारिश के प्रतिकूल प्रभाव और निदान bbox=[32, 155, 274, 238]
rashi-name: मीन bbox=[1511, 2107, 1533, 2124]
letter-1 bbox=[351, 926, 552, 1147]
rashi-name: मिथुन bbox=[470, 2107, 502, 2124]
rashi-card bbox=[1079, 2102, 1194, 2229]
author-body bbox=[362, 374, 501, 462]
diabetes-footnote: (आलेख में व्यक्त विचार लेखक के अपने हैं।) bbox=[1337, 1129, 1510, 1141]
crown-icon bbox=[882, 946, 952, 975]
page-number: 04 bbox=[1477, 17, 1535, 58]
snake-headline: मादा को रिझाने के लिए आपस में भिड़ गए 2 सांप, वन विभाग ने रेस्क्यू कर जंगल में छोड़ा bbox=[29, 1640, 566, 1713]
